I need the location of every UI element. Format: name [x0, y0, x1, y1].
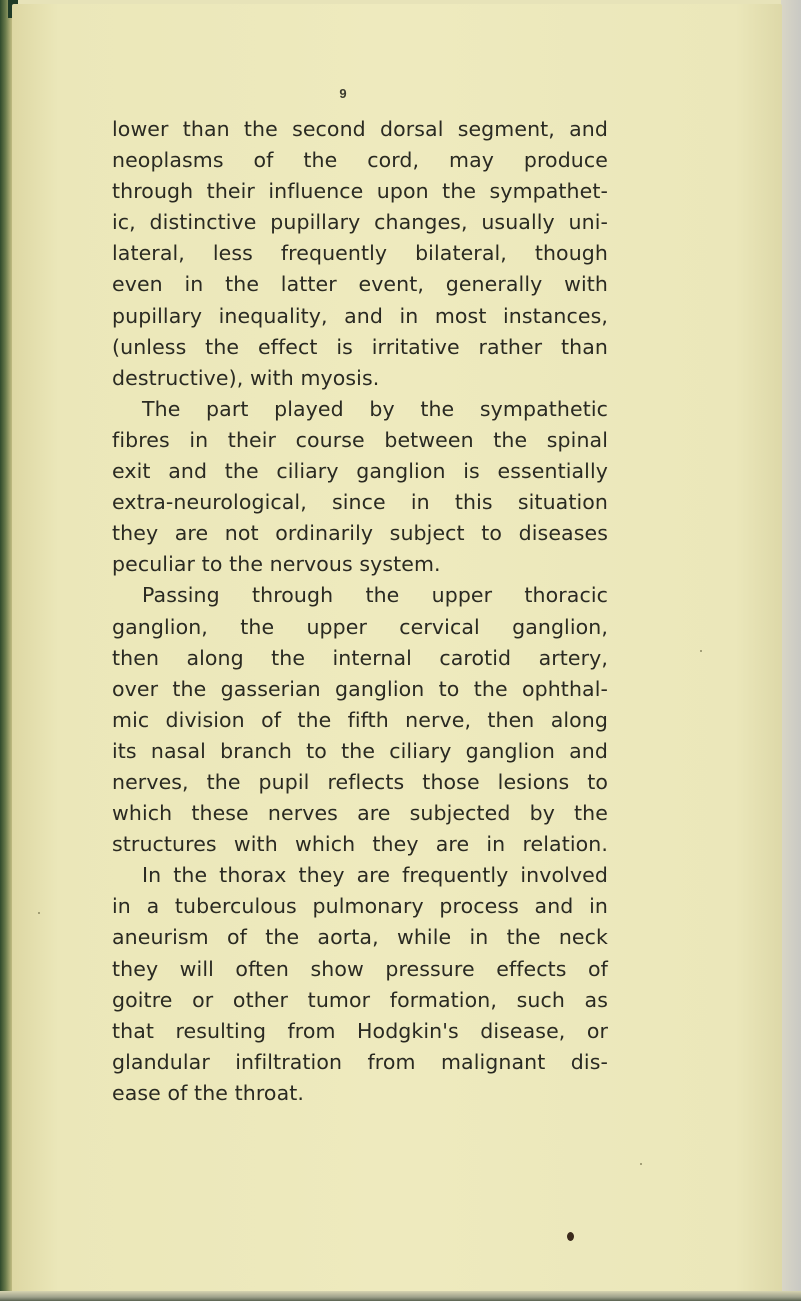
page-edge-right [781, 0, 801, 1301]
text-line: even in the latter event, generally with [112, 272, 608, 297]
text-line: destructive), with myosis. [112, 365, 380, 390]
page-edge-bottom [0, 1291, 801, 1301]
text-line: In the thorax they are frequently involved [142, 863, 608, 888]
paper-speck [38, 912, 40, 914]
text-line: Passing through the upper thoracic [142, 583, 608, 608]
text-line: pupillary inequality, and in most instances, [112, 303, 608, 328]
body-text [112, 114, 608, 1109]
text-line: goitre or other tumor formation, such as [112, 987, 608, 1012]
text-line: exit and the ciliary ganglion is essentially [112, 459, 608, 484]
text-line: over the gasserian ganglion to the ophthal- [112, 676, 608, 701]
text-line: The part played by the sympathetic [142, 396, 608, 421]
text-line: lateral, less frequently bilateral, though [112, 241, 608, 266]
text-line: they will often show pressure effects of [112, 956, 608, 981]
text-line: (unless the effect is irritative rather than [112, 334, 608, 359]
page-number: 9 [339, 86, 347, 101]
paper-speck [700, 650, 702, 652]
text-line: they are not ordinarily subject to diseases [112, 521, 608, 546]
text-line: which these nerves are subjected by the [112, 801, 608, 826]
text-line: peculiar to the nervous system. [112, 552, 441, 577]
text-line: ganglion, the upper cervical ganglion, [112, 614, 608, 639]
text-line: its nasal branch to the ciliary ganglion and [112, 738, 608, 763]
text-line: nerves, the pupil reflects those lesions to [112, 769, 608, 794]
text-line: aneurism of the aorta, while in the neck [112, 925, 608, 950]
ink-spot [567, 1232, 574, 1241]
paper-speck [640, 1163, 642, 1165]
text-line: through their influence upon the sympathet- [112, 179, 608, 204]
text-line: ic, distinctive pupillary changes, usually uni- [112, 210, 608, 235]
text-line: structures with which they are in relation. [112, 832, 608, 857]
text-line: fibres in their course between the spinal [112, 427, 608, 452]
text-line: that resulting from Hodgkin's disease, or [112, 1018, 608, 1043]
text-line: in a tuberculous pulmonary process and in [112, 894, 608, 919]
text-line: glandular infiltration from malignant dis- [112, 1049, 608, 1074]
text-line: then along the internal carotid artery, [112, 645, 608, 670]
text-line: ease of the throat. [112, 1080, 304, 1105]
text-line: neoplasms of the cord, may produce [112, 148, 608, 173]
text-line: extra-neurological, since in this situation [112, 490, 608, 515]
text-line: mic division of the fifth nerve, then along [112, 707, 608, 732]
text-line: lower than the second dorsal segment, and [112, 117, 608, 141]
